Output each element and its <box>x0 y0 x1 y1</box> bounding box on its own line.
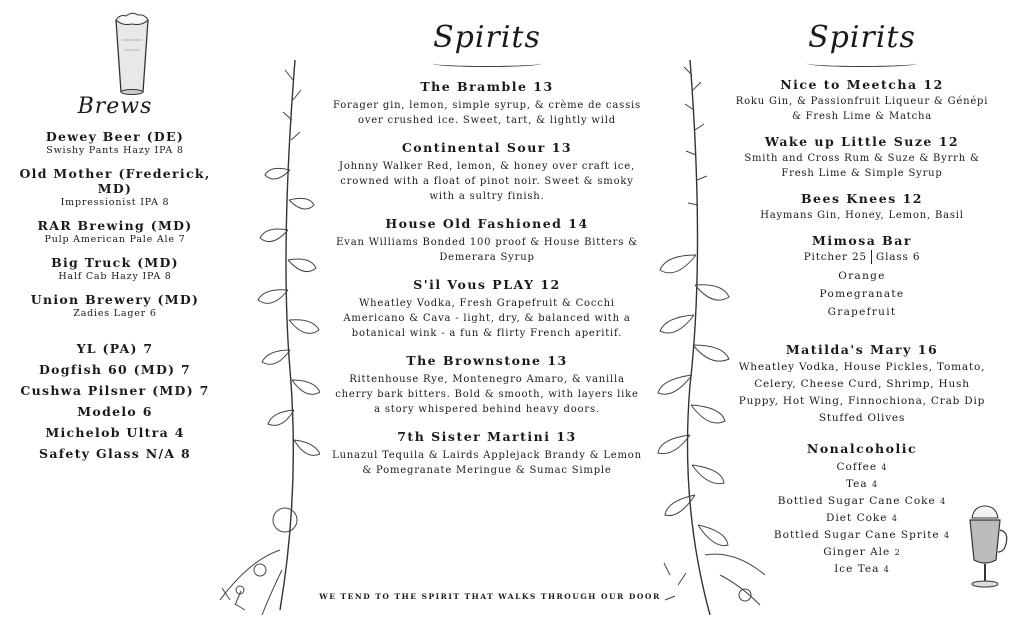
cocktail-item <box>330 429 644 478</box>
nonalcoholic-item <box>730 461 994 473</box>
brew-desc: Swishy Pants Hazy IPA 8 <box>46 145 184 156</box>
cocktail-item <box>330 79 644 128</box>
cocktail-desc: Roku Gin, & Passionfruit Liqueur & Génépi & Fresh Lime & Matcha <box>735 96 989 122</box>
spirits-title-right: Spirits <box>808 20 916 55</box>
brew-desc: Zadies Lager 6 <box>73 308 157 319</box>
brew-item <box>0 129 230 156</box>
cocktail-desc: Johnny Walker Red, lemon, & honey over craft ice, crowned with a float of pinot noir. Sweet & smoky with a sultry finish. <box>339 161 635 202</box>
drink-name: Bottled Sugar Cane Sprite <box>773 529 940 541</box>
cocktail-desc: Wheatley Vodka, Fresh Grapefruit & Cocchi Americano & Cava - light, dry, & balanced with a botanical wink - a fun & flirty French aperitif. <box>343 298 631 339</box>
spirits-column-left <box>330 0 644 478</box>
mimosa-flavor: Grapefruit <box>827 306 897 318</box>
mimosa-pricing <box>730 250 994 264</box>
brew-name: RAR Brewing (MD) <box>37 218 193 233</box>
draft-list <box>0 341 230 461</box>
drink-name: Diet Coke <box>826 512 888 524</box>
cocktail-desc: Forager gin, lemon, simple syrup, & crème de cassis over crushed ice. Sweet, tart, & lightly wild <box>333 100 641 126</box>
brew-item <box>0 218 230 245</box>
spirits-column-right <box>730 0 994 575</box>
mimosa-flavor: Pomegranate <box>819 288 905 300</box>
matilda-title: Matilda's Mary 16 <box>785 342 939 357</box>
mimosa-flavor: Orange <box>838 270 886 282</box>
cocktail-desc: Haymans Gin, Honey, Lemon, Basil <box>760 210 964 221</box>
nonalcoholic-item <box>730 512 994 524</box>
cocktail-desc: Evan Williams Bonded 100 proof & House Bitters & Demerara Syrup <box>336 237 638 263</box>
brew-item <box>0 166 230 208</box>
drink-name: Ginger Ale <box>823 546 891 558</box>
nonalcoholic-title: Nonalcoholic <box>806 441 918 456</box>
cocktail-name: Wake up Little Suze 12 <box>764 134 960 149</box>
mimosa-flavors <box>730 270 994 318</box>
drink-price: 4 <box>881 463 888 472</box>
matilda-desc: Wheatley Vodka, House Pickles, Tomato, Celery, Cheese Curd, Shrimp, Hush Puppy, Hot Wing, Finnochiona, Crab Dip Stuffed Olives <box>738 361 986 424</box>
cocktail-item <box>730 77 994 124</box>
draft-item: Safety Glass N/A 8 <box>39 446 191 461</box>
brew-desc: Half Cab Hazy IPA 8 <box>58 271 172 282</box>
cocktail-item <box>330 277 644 341</box>
brew-name: Big Truck (MD) <box>51 255 179 270</box>
brew-item <box>0 292 230 319</box>
drink-price: 4 <box>940 497 947 506</box>
spirits-title-left: Spirits <box>433 20 541 55</box>
cocktail-desc: Rittenhouse Rye, Montenegro Amaro, & vanilla cherry bark bitters. Bold & smooth, with layers like a story whispered behind heavy doors. <box>335 374 639 415</box>
drink-price: 4 <box>883 565 890 574</box>
draft-item: Modelo 6 <box>77 404 153 419</box>
drink-price: 4 <box>871 480 879 489</box>
cocktail-name: The Bramble 13 <box>420 79 554 94</box>
cocktail-desc: Smith and Cross Rum & Suze & Byrrh & Fresh Lime & Simple Syrup <box>744 153 980 179</box>
draft-item: Michelob Ultra 4 <box>45 425 185 440</box>
brews-column <box>0 0 230 461</box>
cocktail-name: Bees Knees 12 <box>800 191 923 206</box>
nonalcoholic-item <box>730 563 994 575</box>
brew-name: Old Mother (Frederick, MD) <box>19 166 211 196</box>
mimosa-bar <box>730 233 994 318</box>
drink-name: Bottled Sugar Cane Coke <box>777 495 936 507</box>
title-swash <box>432 60 542 67</box>
cocktail-name: 7th Sister Martini 13 <box>397 429 577 444</box>
footer-tagline: WE TEND TO THE SPIRIT THAT WALKS THROUGH OUR DOOR <box>319 592 661 601</box>
nonalcoholic-list <box>730 461 994 575</box>
nonalcoholic-section <box>730 441 994 575</box>
cocktail-item <box>330 140 644 204</box>
cocktail-item <box>330 216 644 265</box>
brew-desc: Impressionist IPA 8 <box>60 197 170 208</box>
divider <box>871 250 872 264</box>
brew-name: Union Brewery (MD) <box>30 292 200 307</box>
cocktail-name: S'il Vous PLAY 12 <box>413 277 561 292</box>
cocktail-item <box>330 353 644 417</box>
brew-name: Dewey Beer (DE) <box>45 129 185 144</box>
cocktail-name: Nice to Meetcha 12 <box>780 77 944 92</box>
draft-item: YL (PA) 7 <box>76 341 154 356</box>
drink-name: Ice Tea <box>834 563 880 575</box>
draft-item: Cushwa Pilsner (MD) 7 <box>20 383 210 398</box>
matilda-mary <box>730 342 994 427</box>
drink-name: Coffee <box>836 461 878 473</box>
cocktail-item <box>730 191 994 223</box>
mimosa-glass: Glass 6 <box>875 251 921 263</box>
drink-price: 4 <box>944 531 951 540</box>
brew-desc: Pulp American Pale Ale 7 <box>44 234 186 245</box>
nonalcoholic-item <box>730 478 994 490</box>
brew-item <box>0 255 230 282</box>
cocktail-name: The Brownstone 13 <box>406 353 568 368</box>
drink-price: 2 <box>894 548 901 557</box>
nonalcoholic-item <box>730 495 994 507</box>
title-swash <box>807 60 917 67</box>
nonalcoholic-item <box>730 546 994 558</box>
brew-list <box>0 129 230 319</box>
drink-price: 4 <box>891 514 898 523</box>
cocktail-list-left <box>330 79 644 478</box>
cocktail-desc: Lunazul Tequila & Lairds Applejack Brandy & Lemon & Pomegranate Meringue & Sumac Simple <box>332 450 642 476</box>
nonalcoholic-item <box>730 529 994 541</box>
cocktail-name: Continental Sour 13 <box>401 140 573 155</box>
mimosa-title: Mimosa Bar <box>812 233 912 248</box>
cocktail-name: House Old Fashioned 14 <box>385 216 589 231</box>
cocktail-item <box>730 134 994 181</box>
drink-name: Tea <box>845 478 868 490</box>
cocktail-list-right <box>730 77 994 223</box>
mimosa-pitcher: Pitcher 25 <box>803 251 867 263</box>
draft-item: Dogfish 60 (MD) 7 <box>39 362 191 377</box>
brews-title: Brews <box>77 94 153 119</box>
